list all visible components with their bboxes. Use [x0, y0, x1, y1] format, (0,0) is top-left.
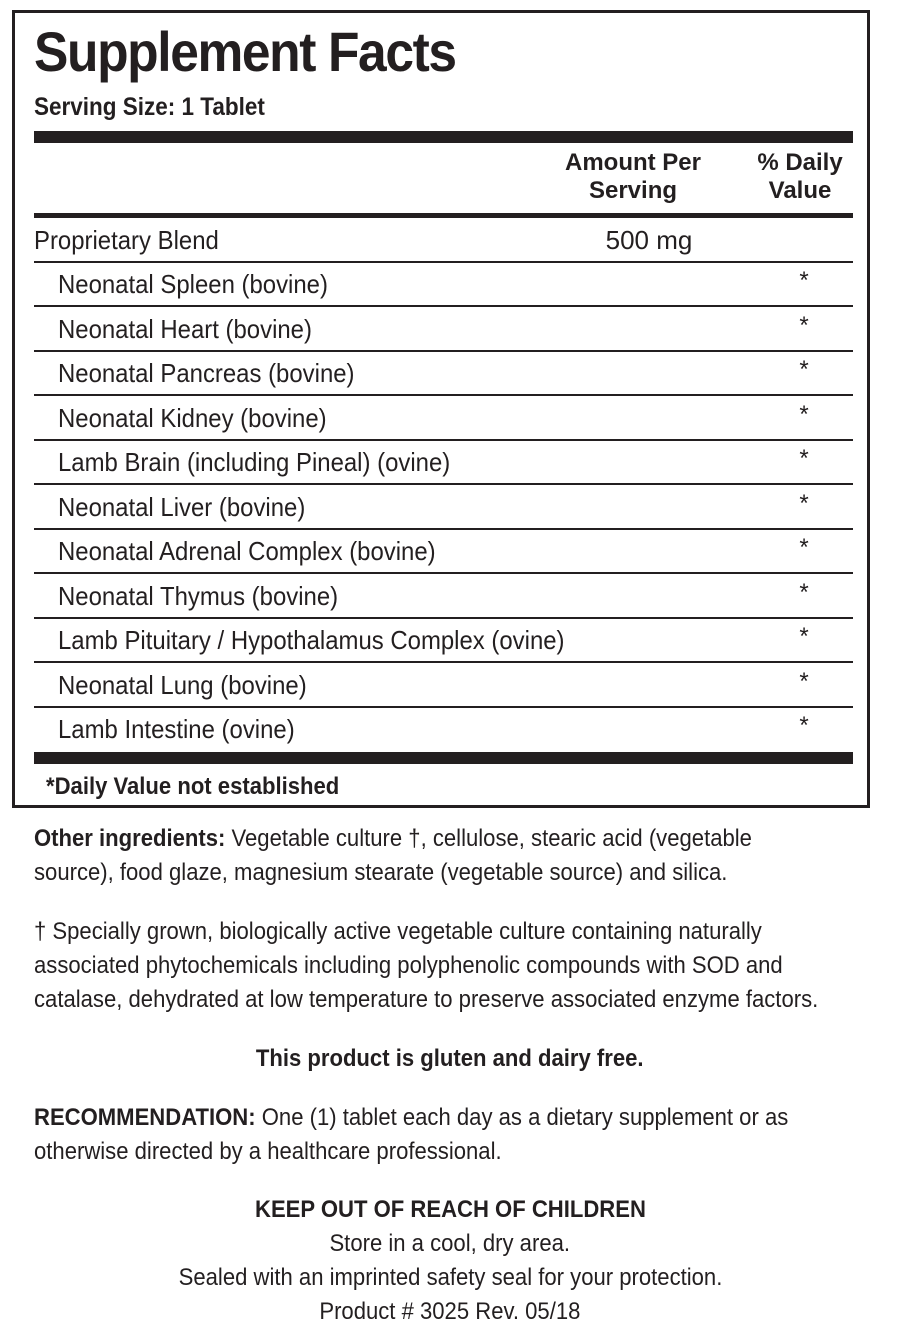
amount-column-header	[543, 149, 723, 205]
recommendation-label: RECOMMENDATION:	[34, 1104, 256, 1131]
serving-size: Serving Size: 1 Tablet	[34, 93, 265, 121]
ingredient-daily-value: *	[799, 578, 809, 606]
ingredient-name: Neonatal Adrenal Complex (bovine)	[58, 536, 436, 566]
supplement-facts-panel	[12, 10, 870, 808]
gluten-note	[0, 1042, 900, 1076]
ingredient-name: Neonatal Spleen (bovine)	[58, 269, 328, 299]
blend-name: Proprietary Blend	[34, 225, 219, 255]
seal-note-text: Sealed with an imprinted safety seal for your protection.	[178, 1264, 722, 1291]
header-divider	[34, 213, 853, 218]
ingredient-name: Lamb Intestine (ovine)	[58, 714, 295, 744]
blend-row	[34, 219, 853, 263]
ingredient-daily-value: *	[799, 445, 809, 472]
daily-value-column-header	[740, 149, 860, 205]
ingredient-daily-value: *	[799, 623, 809, 650]
ingredient-row	[34, 308, 853, 352]
ingredient-daily-value: *	[799, 311, 809, 339]
product-info	[0, 1295, 900, 1329]
ingredient-daily-value: *	[799, 356, 809, 383]
ingredient-row	[34, 263, 853, 307]
ingredient-daily-value: *	[799, 712, 809, 739]
recommendation	[34, 1101, 825, 1169]
product-info-text: Product # 3025 Rev. 05/18	[319, 1298, 581, 1325]
ingredient-daily-value: *	[799, 489, 809, 517]
recommendation-text: One (1) tablet each day as a dietary supplement or as otherwise directed by a healthcare professional.	[34, 1104, 789, 1165]
other-ingredients	[34, 822, 825, 890]
ingredient-row	[34, 352, 853, 396]
seal-note	[0, 1261, 900, 1295]
gluten-note-text: This product is gluten and dairy free.	[256, 1045, 644, 1072]
ingredient-daily-value: *	[799, 400, 809, 428]
ingredient-name: Neonatal Lung (bovine)	[58, 669, 307, 700]
culture-note: † Specially grown, biologically active vegetable culture containing naturally associated phytochemicals including polyphenolic compounds with SOD and catalase, dehydrated at low temperature to preserve associated enzyme factors.	[34, 918, 819, 1013]
warning-text: KEEP OUT OF REACH OF CHILDREN	[254, 1196, 646, 1223]
ingredient-name: Neonatal Liver (bovine)	[58, 491, 306, 522]
ingredient-name: Lamb Brain (including Pineal) (ovine)	[58, 447, 451, 477]
ingredient-name: Neonatal Thymus (bovine)	[58, 580, 339, 611]
bottom-divider	[34, 752, 853, 764]
ingredient-daily-value: *	[799, 667, 809, 695]
storage	[0, 1227, 900, 1261]
daily-value-note: *Daily Value not established	[46, 773, 340, 800]
ingredient-row	[34, 708, 853, 752]
ingredient-name: Neonatal Pancreas (bovine)	[58, 358, 355, 388]
ingredient-row	[34, 441, 853, 485]
ingredient-row	[34, 486, 853, 530]
ingredient-name: Neonatal Heart (bovine)	[58, 313, 312, 344]
ingredient-row	[34, 575, 853, 619]
storage-text: Store in a cool, dry area.	[329, 1230, 571, 1257]
blend-amount: 500 mg	[605, 225, 693, 255]
ingredient-row	[34, 530, 853, 574]
ingredient-row	[34, 664, 853, 708]
ingredient-daily-value: *	[799, 267, 809, 294]
other-ingredients-text: Vegetable culture †, cellulose, stearic acid (vegetable source), food glaze, magnesium stearate (vegetable source) and silica.	[34, 825, 752, 886]
ingredient-row	[34, 619, 853, 663]
ingredient-daily-value: *	[799, 534, 809, 561]
ingredient-row	[34, 397, 853, 441]
panel-title: Supplement Facts	[34, 20, 456, 83]
daily-value-header-text: % Daily Value	[757, 149, 843, 204]
ingredient-name: Neonatal Kidney (bovine)	[58, 402, 327, 433]
ingredient-name: Lamb Pituitary / Hypothalamus Complex (ovine)	[58, 625, 565, 655]
warning	[0, 1193, 900, 1227]
top-divider	[34, 131, 853, 143]
amount-header-text: Amount Per Serving	[564, 149, 701, 204]
other-ingredients-label: Other ingredients:	[34, 825, 226, 852]
